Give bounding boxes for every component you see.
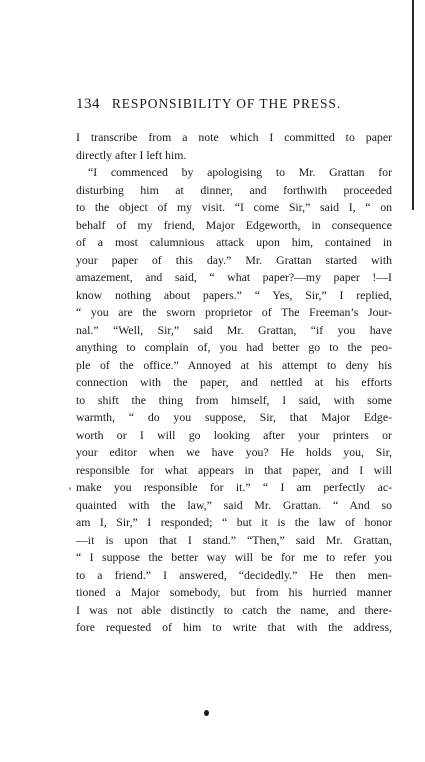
text-line: to shift the thing from himself, I said, with some — [76, 392, 392, 407]
margin-mark: ' — [69, 484, 72, 498]
footer-dot-mark — [204, 710, 209, 716]
text-line: “I commenced by apologising to Mr. Grattan for — [88, 165, 392, 179]
text-line: disturbing him at dinner, and forthwith proceeded — [76, 182, 392, 197]
text-line: to a friend.” I answered, “decidedly.” He then men- — [76, 567, 392, 582]
body-text — [76, 129, 392, 637]
page-header — [76, 96, 376, 113]
text-line: —it is upon that I stand.” “Then,” said Mr. Grattan, — [76, 532, 392, 547]
text-line: quainted with the law,” said Mr. Grattan. “ And so — [76, 497, 392, 512]
text-line: amazement, and said, “ what paper?—my paper !—I — [76, 270, 392, 284]
text-line: am I, Sir,” I responded; “ but it is the law of honor — [76, 515, 392, 529]
text-line: your editor when we have you? He holds you, Sir, — [76, 445, 392, 459]
text-line: your paper of this day.” Mr. Grattan started with — [76, 252, 392, 267]
binding-edge-line — [412, 0, 414, 210]
text-line: worth or I will go looking after your printers or — [76, 427, 392, 442]
text-line: of a most calumnious attack upon him, contained in — [76, 235, 392, 249]
text-line: “ I suppose the better way will be for me to refer you — [76, 550, 392, 564]
text-line: make you responsible for it.” “ I am perfectly ac- — [76, 480, 392, 494]
text-line: I transcribe from a note which I committed to paper — [76, 130, 392, 144]
text-line: behalf of my friend, Major Edgeworth, in consequence — [76, 217, 392, 232]
text-line: ple of the office.” Annoyed at his attempt to deny his — [76, 357, 392, 372]
text-line: connection with the paper, and nettled at his efforts — [76, 375, 392, 389]
text-line: nal.” “Well, Sir,” said Mr. Grattan, “if you have — [76, 322, 392, 337]
text-line: anything to complain of, you had better go to the peo- — [76, 340, 392, 354]
text-line: directly after I left him. — [76, 147, 187, 162]
text-line: fore requested of him to write that with the address, — [76, 620, 392, 634]
text-line: know nothing about papers.” “ Yes, Sir,” I replied, — [76, 287, 392, 302]
page-number: 134 — [76, 96, 100, 112]
text-line: tioned a Major somebody, but from his hurried manner — [76, 585, 392, 599]
running-title: RESPONSIBILITY OF THE PRESS. — [111, 96, 342, 111]
text-line: I was not able distinctly to catch the name, and there- — [76, 602, 392, 617]
text-line: responsible for what appears in that paper, and I will — [76, 462, 392, 477]
text-line: to the object of my visit. “I come Sir,” said I, “ on — [76, 200, 392, 214]
text-line: “ you are the sworn proprietor of The Freeman’s Jour- — [76, 305, 392, 319]
text-line: warmth, “ do you suppose, Sir, that Major Edge- — [76, 410, 392, 424]
